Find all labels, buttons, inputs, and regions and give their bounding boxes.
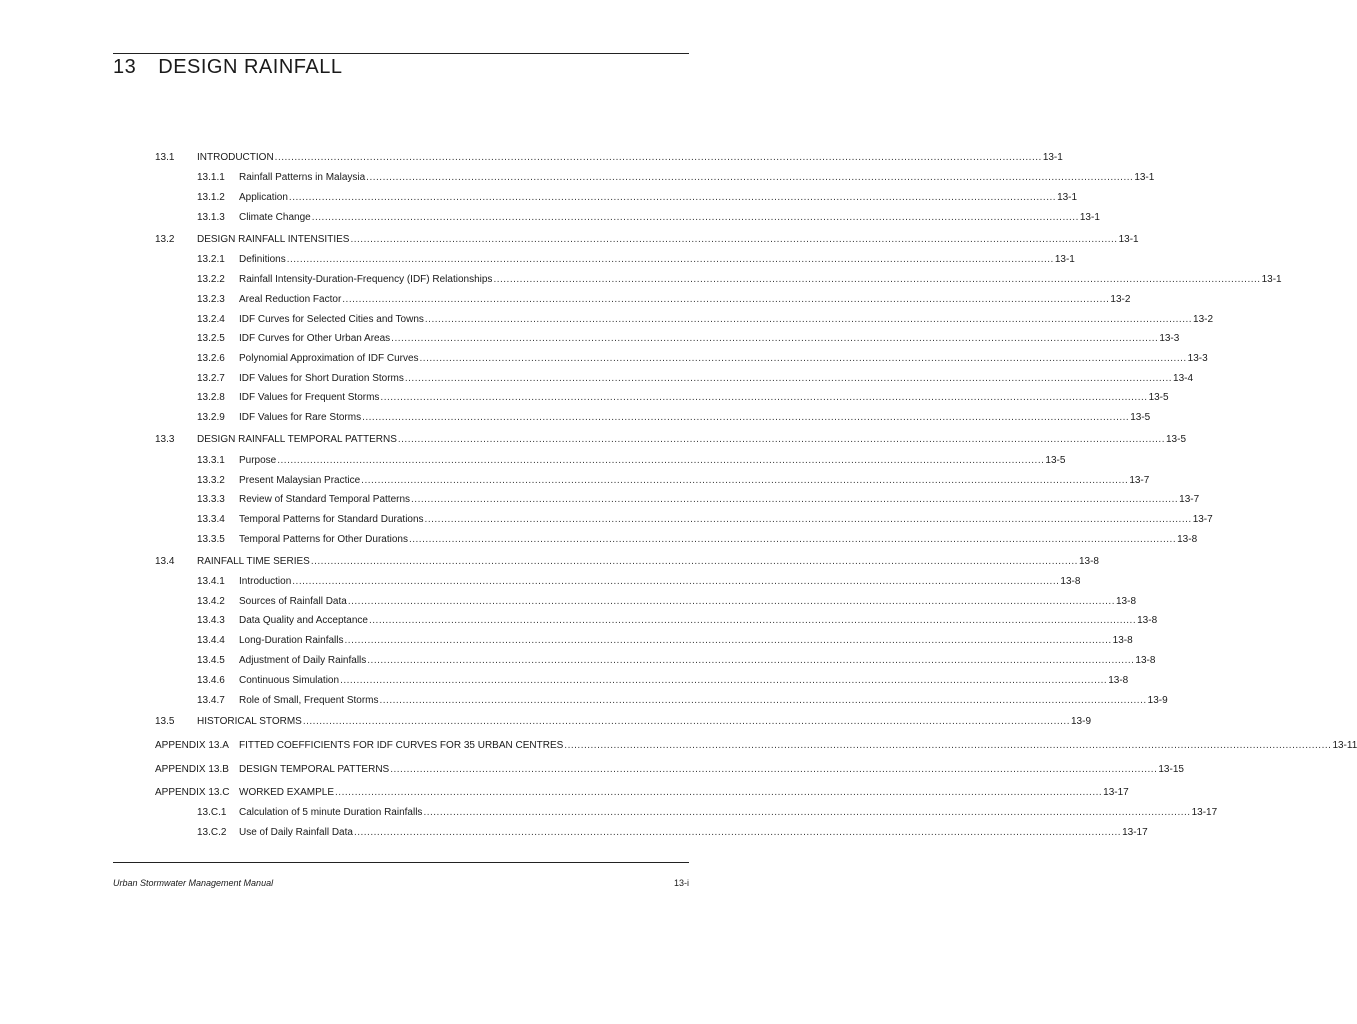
toc-entry[interactable] [197, 293, 1131, 307]
toc-entry-title: Definitions [239, 254, 286, 265]
toc-entry[interactable] [197, 372, 1194, 386]
toc-entry-page: 13-17 [1191, 807, 1218, 818]
toc-entry-page: 13-8 [1078, 556, 1099, 567]
toc-entry[interactable] [197, 191, 1078, 205]
toc-entry[interactable] [155, 151, 1063, 165]
toc-entry-page: 13-7 [1179, 494, 1200, 505]
toc-entry-page: 13-8 [1135, 655, 1156, 666]
dot-leader: .......................................................................................................................................................................................................................................... [366, 172, 1134, 183]
toc-entry[interactable] [197, 533, 1198, 547]
toc-entry-page: 13-1 [1079, 212, 1100, 223]
toc-entry-page: 13-8 [1115, 596, 1136, 607]
toc-entry[interactable] [155, 786, 1129, 800]
dot-leader: .......................................................................................................................................................................................................................................... [344, 635, 1112, 646]
toc-entry-title: FITTED COEFFICIENTS FOR IDF CURVES FOR 35 URBAN CENTRES [239, 740, 564, 751]
toc-entry-page: 13-1 [1134, 172, 1155, 183]
footer-manual-title: Urban Stormwater Management Manual [113, 878, 274, 888]
toc-entry-title: DESIGN TEMPORAL PATTERNS [239, 764, 390, 775]
toc-entry-title: DESIGN RAINFALL TEMPORAL PATTERNS [197, 434, 397, 445]
toc-entry-page: 13-1 [1054, 254, 1075, 265]
toc-entry-number: 13.4.3 [197, 615, 225, 626]
toc-entry[interactable] [155, 739, 1357, 753]
toc-entry-page: 13-2 [1110, 294, 1131, 305]
toc-entry[interactable] [197, 211, 1100, 225]
toc-entry-title: Introduction [239, 576, 292, 587]
dot-leader: .......................................................................................................................................................................................................................................... [340, 675, 1108, 686]
dot-leader: .......................................................................................................................................................................................................................................... [408, 534, 1177, 545]
toc-entry-number: 13.4 [155, 556, 175, 567]
toc-entry-page: 13-7 [1192, 514, 1213, 525]
toc-entry-page: 13-15 [1158, 764, 1184, 775]
toc-entry[interactable] [197, 493, 1200, 507]
dot-leader: .......................................................................................................................................................................................................................................... [397, 434, 1165, 445]
toc-entry[interactable] [197, 454, 1066, 468]
chapter-number: 13 [113, 56, 137, 78]
dot-leader: .......................................................................................................................................................................................................................................... [493, 274, 1261, 285]
toc-entry-number: 13.2.1 [197, 254, 225, 265]
chapter-heading: DESIGN RAINFALL [158, 56, 343, 78]
toc-entry-title: HISTORICAL STORMS [197, 716, 302, 727]
toc-entry-page: 13-8 [1060, 576, 1081, 587]
toc-entry[interactable] [197, 513, 1213, 527]
toc-entry-number: 13.1.2 [197, 192, 225, 203]
toc-entry-page: 13-17 [1122, 827, 1148, 838]
toc-entry-number: 13.2.9 [197, 412, 225, 423]
toc-entry-title: Rainfall Patterns in Malaysia [239, 172, 366, 183]
dot-leader: .......................................................................................................................................................................................................................................... [424, 314, 1193, 325]
toc-entry-title: Areal Reduction Factor [239, 294, 342, 305]
toc-entry-number: 13.5 [155, 716, 175, 727]
toc-entry-number: 13.3 [155, 434, 175, 445]
dot-leader: .......................................................................................................................................................................................................................................... [362, 412, 1130, 423]
toc-entry-title: Rainfall Intensity-Duration-Frequency (IDF) Relationships [239, 274, 493, 285]
toc-entry-title: Climate Change [239, 212, 311, 223]
toc-entry-title: IDF Curves for Selected Cities and Towns [239, 314, 424, 325]
dot-leader: .......................................................................................................................................................................................................................................... [361, 475, 1129, 486]
toc-entry-number: 13.4.4 [197, 635, 225, 646]
toc-entry-number: 13.4.6 [197, 675, 225, 686]
toc-entry[interactable] [197, 332, 1180, 346]
toc-entry-title: IDF Values for Rare Storms [239, 412, 362, 423]
dot-leader: .......................................................................................................................................................................................................................................... [411, 494, 1179, 505]
dot-leader: .......................................................................................................................................................................................................................................... [347, 596, 1115, 607]
toc-entry[interactable] [197, 352, 1208, 366]
toc-entry-number: 13.4.7 [197, 695, 225, 706]
toc-entry-page: 13-9 [1147, 695, 1168, 706]
toc-entry-number: 13.4.1 [197, 576, 225, 587]
toc-entry-page: 13-1 [1042, 152, 1063, 163]
toc-entry-title: Temporal Patterns for Standard Durations [239, 514, 424, 525]
toc-entry-page: 13-3 [1159, 333, 1180, 344]
toc-entry-page: 13-8 [1137, 615, 1158, 626]
toc-entry-page: 13-5 [1166, 434, 1187, 445]
toc-entry-number: 13.2.7 [197, 373, 225, 384]
toc-entry[interactable] [197, 313, 1214, 327]
toc-entry[interactable] [197, 474, 1150, 488]
toc-entry-page: 13-1 [1118, 234, 1139, 245]
toc-entry[interactable] [155, 433, 1187, 447]
toc-entry-number: 13.C.2 [197, 827, 227, 838]
toc-entry-number: 13.3.4 [197, 514, 225, 525]
toc-entry[interactable] [197, 826, 1148, 840]
toc-entry-number: 13.3.5 [197, 534, 225, 545]
toc-entry-page: 13-11 [1332, 740, 1357, 751]
toc-entry-page: 13-8 [1177, 534, 1198, 545]
toc-entry-title: IDF Values for Short Duration Storms [239, 373, 404, 384]
dot-leader: .......................................................................................................................................................................................................................................... [350, 234, 1118, 245]
toc-entry-title: Polynomial Approximation of IDF Curves [239, 353, 419, 364]
toc-entry[interactable] [197, 654, 1156, 668]
toc-entry-number: 13.2.8 [197, 392, 225, 403]
dot-leader: .......................................................................................................................................................................................................................................... [274, 152, 1042, 163]
toc-entry[interactable] [197, 634, 1133, 648]
toc-entry-number: 13.2 [155, 234, 175, 245]
toc-entry-title: IDF Values for Frequent Storms [239, 392, 380, 403]
toc-entry-number: 13.1.1 [197, 172, 225, 183]
toc-entry-page: 13-2 [1193, 314, 1214, 325]
toc-entry-number: 13.2.2 [197, 274, 225, 285]
toc-entry-number: 13.2.5 [197, 333, 225, 344]
toc-entry[interactable] [197, 806, 1218, 820]
toc-entry-title: Use of Daily Rainfall Data [239, 827, 353, 838]
toc-entry-number: APPENDIX 13.A [155, 740, 229, 751]
toc-entry-title: Application [239, 192, 288, 203]
toc-entry-number: 13.4.2 [197, 596, 225, 607]
toc-entry-number: 13.2.6 [197, 353, 225, 364]
toc-entry-title: Long-Duration Rainfalls [239, 635, 344, 646]
footer-page-number: 13-i [673, 878, 689, 888]
toc-entry-title: RAINFALL TIME SERIES [197, 556, 310, 567]
toc-entry-page: 13-4 [1173, 373, 1194, 384]
toc-entry-number: 13.1 [155, 152, 175, 163]
dot-leader: .......................................................................................................................................................................................................................................... [367, 655, 1135, 666]
dot-leader: .......................................................................................................................................................................................................................................... [353, 827, 1122, 838]
toc-entry[interactable] [197, 614, 1158, 628]
footer-rule [113, 862, 689, 863]
dot-leader: .......................................................................................................................................................................................................................................... [419, 353, 1187, 364]
dot-leader: .......................................................................................................................................................................................................................................... [564, 740, 1332, 751]
dot-leader: .......................................................................................................................................................................................................................................... [335, 787, 1103, 798]
dot-leader: .......................................................................................................................................................................................................................................... [391, 333, 1159, 344]
toc-entry-number: 13.3.2 [197, 475, 225, 486]
dot-leader: .......................................................................................................................................................................................................................................... [310, 556, 1078, 567]
dot-leader: .......................................................................................................................................................................................................................................... [404, 373, 1173, 384]
toc-entry-page: 13-5 [1130, 412, 1151, 423]
toc-entry-page: 13-1 [1057, 192, 1078, 203]
dot-leader: .......................................................................................................................................................................................................................................... [342, 294, 1110, 305]
toc-entry-title: DESIGN RAINFALL INTENSITIES [197, 234, 350, 245]
toc-entry-page: 13-5 [1045, 455, 1066, 466]
toc-entry[interactable] [197, 595, 1136, 609]
toc-entry-page: 13-9 [1070, 716, 1091, 727]
dot-leader: .......................................................................................................................................................................................................................................... [379, 695, 1147, 706]
toc-entry-number: 13.4.5 [197, 655, 225, 666]
toc-entry-title: Calculation of 5 minute Duration Rainfalls [239, 807, 423, 818]
toc-entry[interactable] [197, 694, 1168, 708]
toc-entry-page: 13-1 [1261, 274, 1282, 285]
toc-entry-title: Data Quality and Acceptance [239, 615, 368, 626]
toc-entry[interactable] [197, 391, 1169, 405]
toc-entry-page: 13-5 [1148, 392, 1169, 403]
toc-entry-page: 13-3 [1187, 353, 1208, 364]
toc-entry-title: Role of Small, Frequent Storms [239, 695, 379, 706]
toc-entry[interactable] [155, 715, 1091, 729]
toc-entry-title: INTRODUCTION [197, 152, 274, 163]
toc-entry-title: WORKED EXAMPLE [239, 787, 335, 798]
dot-leader: .......................................................................................................................................................................................................................................... [368, 615, 1137, 626]
toc-entry[interactable] [155, 555, 1099, 569]
toc-entry[interactable] [197, 411, 1151, 425]
toc-entry-number: APPENDIX 13.B [155, 764, 229, 775]
toc-entry-page: 13-17 [1103, 787, 1129, 798]
toc-entry[interactable] [155, 233, 1139, 247]
dot-leader: .......................................................................................................................................................................................................................................... [380, 392, 1148, 403]
toc-entry-page: 13-7 [1129, 475, 1150, 486]
toc-entry-number: 13.2.3 [197, 294, 225, 305]
toc-entry-number: APPENDIX 13.C [155, 787, 230, 798]
toc-entry-number: 13.1.3 [197, 212, 225, 223]
dot-leader: .......................................................................................................................................................................................................................................... [390, 764, 1158, 775]
toc-entry[interactable] [197, 674, 1129, 688]
toc-entry[interactable] [197, 273, 1282, 287]
toc-entry-title: Present Malaysian Practice [239, 475, 361, 486]
toc-entry-title: Purpose [239, 455, 277, 466]
toc-entry-title: Temporal Patterns for Other Durations [239, 534, 408, 545]
toc-entry-number: 13.2.4 [197, 314, 225, 325]
toc-entry-title: Adjustment of Daily Rainfalls [239, 655, 367, 666]
toc-entry-number: 13.C.1 [197, 807, 227, 818]
toc-entry[interactable] [197, 253, 1075, 267]
toc-entry[interactable] [197, 171, 1155, 185]
dot-leader: .......................................................................................................................................................................................................................................... [302, 716, 1070, 727]
toc-entry[interactable] [197, 575, 1081, 589]
toc-entry-title: Continuous Simulation [239, 675, 340, 686]
dot-leader: .......................................................................................................................................................................................................................................... [424, 514, 1192, 525]
dot-leader: .......................................................................................................................................................................................................................................... [277, 455, 1045, 466]
toc-entry-title: IDF Curves for Other Urban Areas [239, 333, 391, 344]
dot-leader: .......................................................................................................................................................................................................................................... [286, 254, 1054, 265]
toc-entry-title: Review of Standard Temporal Patterns [239, 494, 411, 505]
dot-leader: .......................................................................................................................................................................................................................................... [288, 192, 1057, 203]
dot-leader: .......................................................................................................................................................................................................................................... [311, 212, 1079, 223]
toc-entry-page: 13-8 [1108, 675, 1129, 686]
toc-entry[interactable] [155, 763, 1184, 777]
toc-entry-number: 13.3.3 [197, 494, 225, 505]
toc-entry-page: 13-8 [1112, 635, 1133, 646]
dot-leader: .......................................................................................................................................................................................................................................... [292, 576, 1060, 587]
toc-entry-title: Sources of Rainfall Data [239, 596, 347, 607]
dot-leader: .......................................................................................................................................................................................................................................... [423, 807, 1191, 818]
toc-entry-number: 13.3.1 [197, 455, 225, 466]
